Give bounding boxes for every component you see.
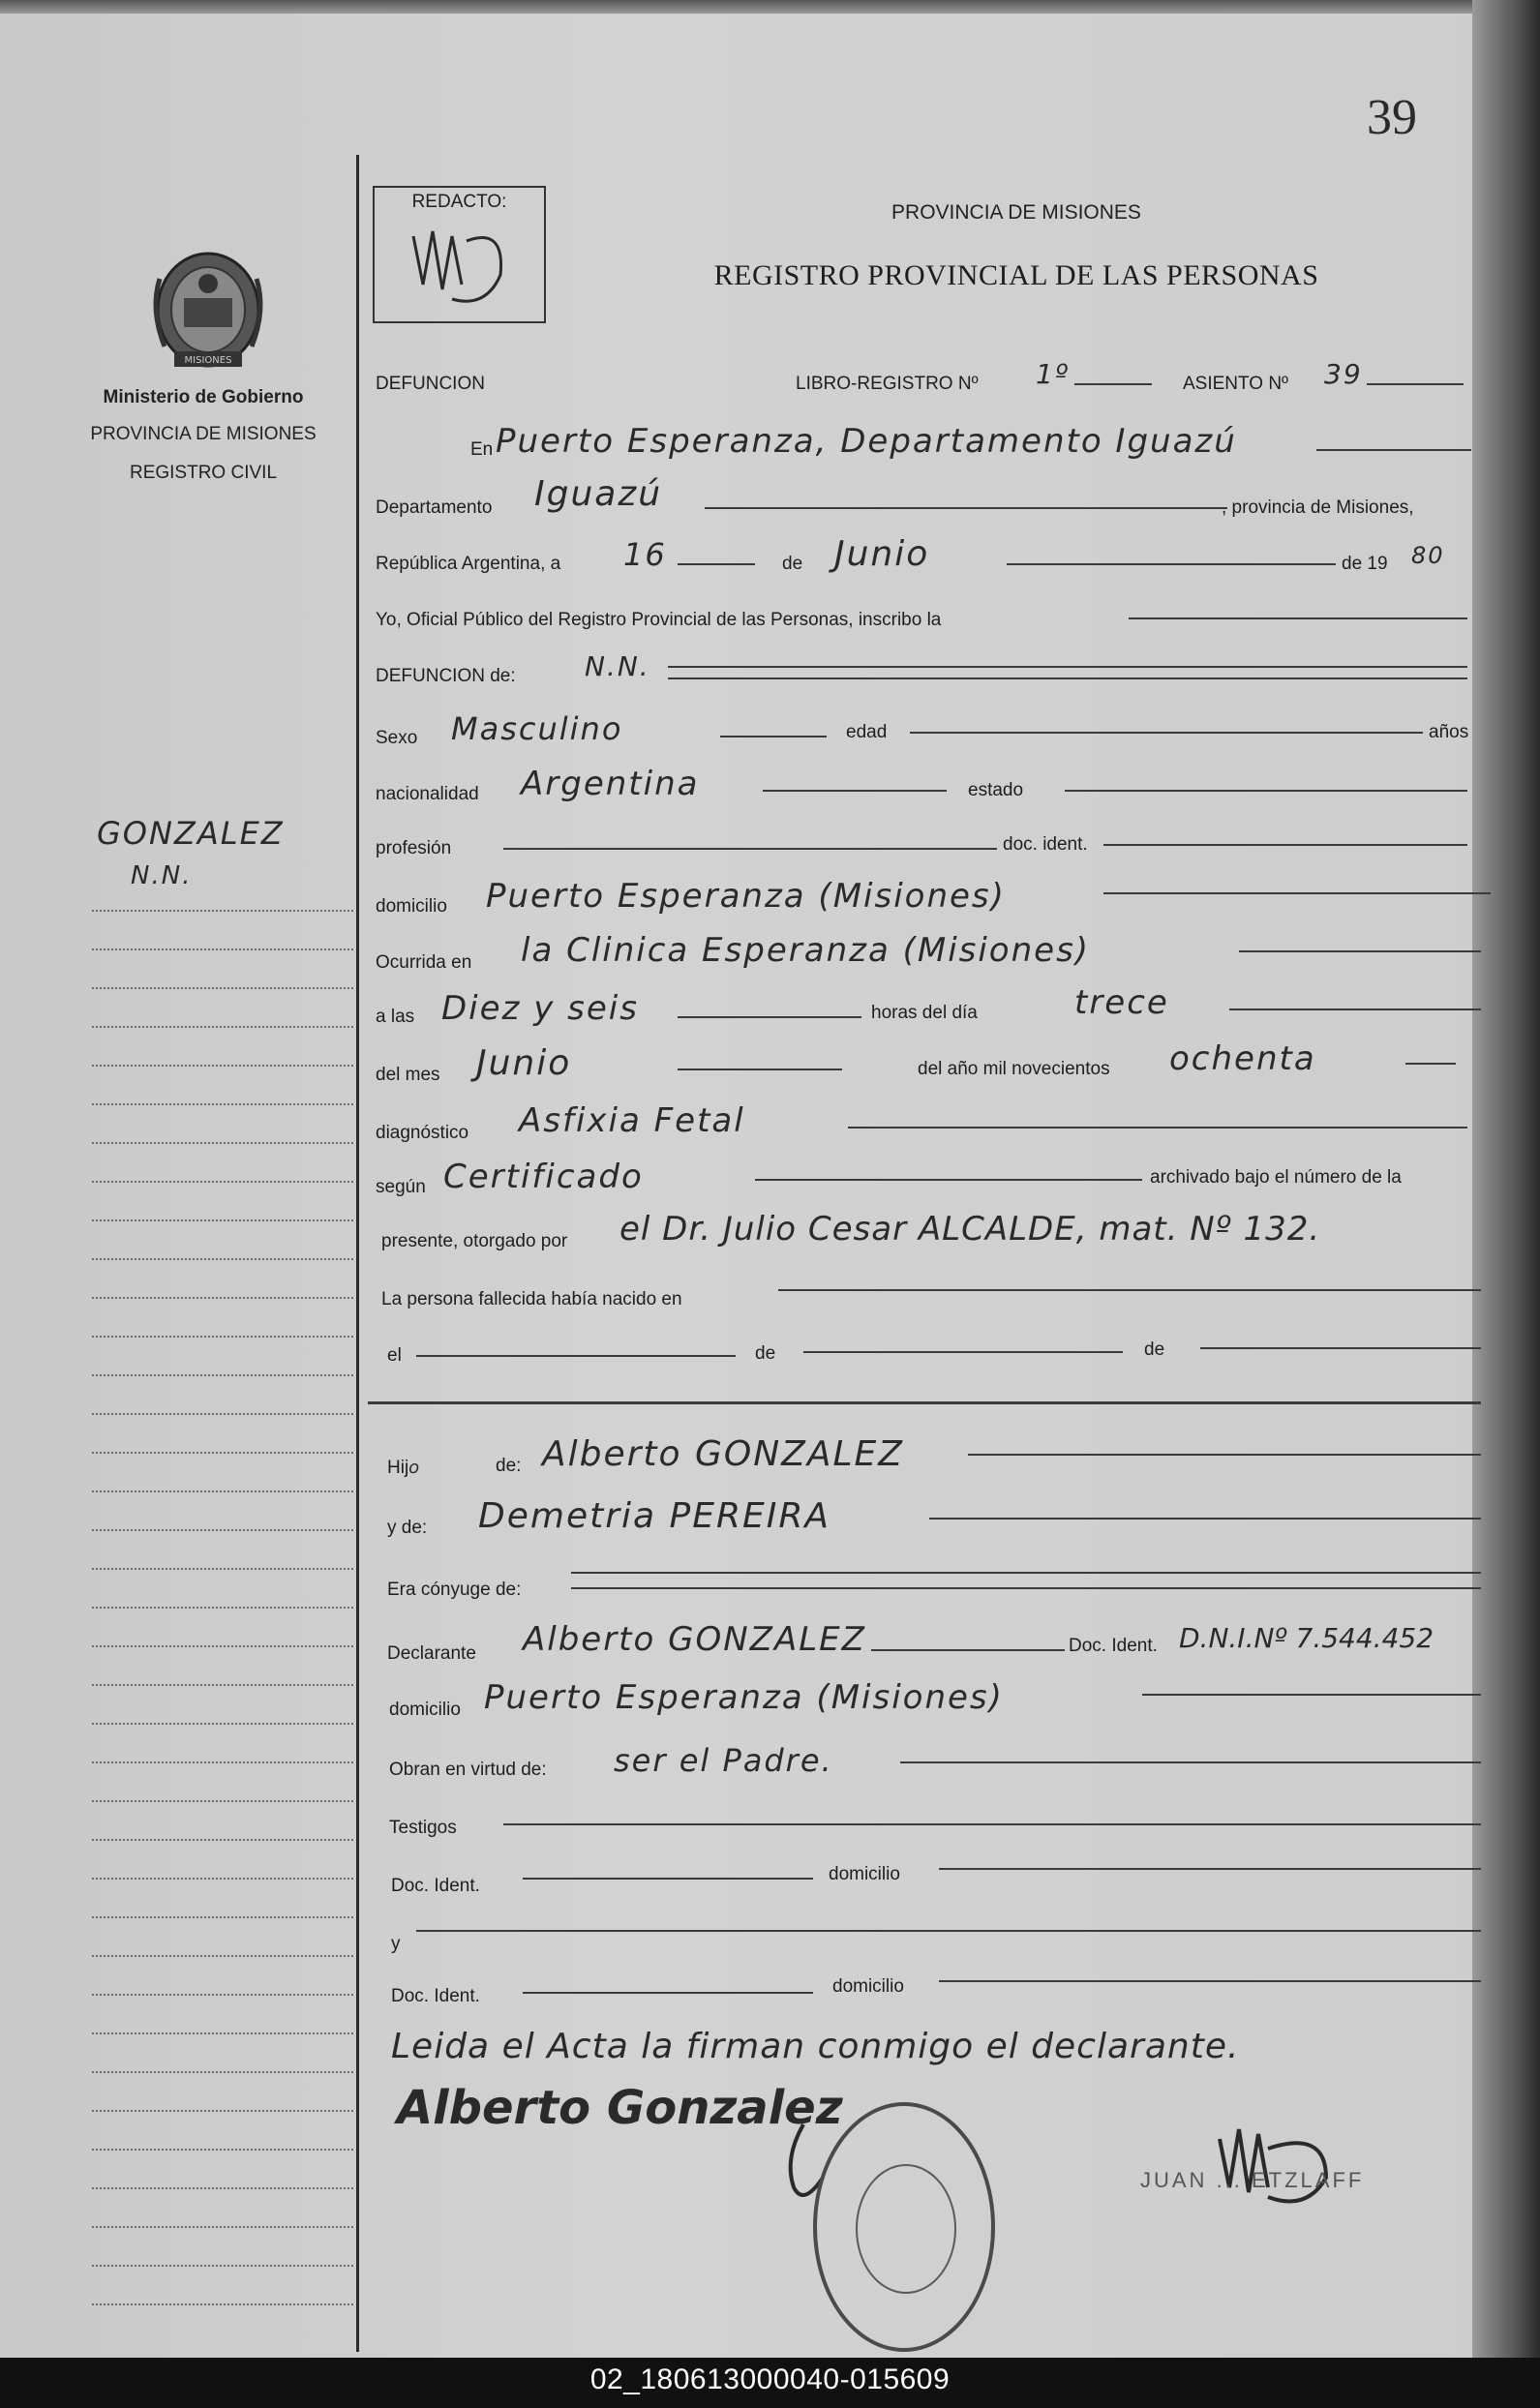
departamento-value: Iguazú	[534, 474, 663, 514]
year-value: 80	[1411, 542, 1445, 569]
ministry-province: PROVINCIA DE MISIONES	[90, 424, 317, 444]
defuncion-label: DEFUNCION de:	[376, 666, 516, 686]
segun-value: Certificado	[443, 1158, 644, 1196]
presente-label: presente, otorgado por	[381, 1231, 568, 1251]
ocurrida-label: Ocurrida en	[376, 952, 472, 973]
madre-value: Demetria PEREIRA	[478, 1496, 830, 1536]
margin-note-surname: GONZALEZ	[97, 815, 285, 852]
archivado-label: archivado bajo el número de la	[1150, 1167, 1402, 1188]
nacionalidad-value: Argentina	[521, 765, 700, 803]
margin-rule	[356, 155, 359, 2352]
declarante-value: Alberto GONZALEZ	[523, 1620, 866, 1659]
officer-signature	[1210, 2081, 1355, 2216]
closing-text: Leida el Acta la firman conmigo el declarante.	[391, 2027, 1240, 2066]
asiento-label: ASIENTO Nº	[1183, 374, 1288, 394]
ministry-registry: REGISTRO CIVIL	[129, 463, 278, 483]
doc-ident-label: doc. ident.	[1003, 834, 1088, 855]
ministry-name: Ministerio de Gobierno	[103, 387, 304, 407]
test2-domicilio-label: domicilio	[832, 1976, 904, 1997]
declarant-signature: Alberto Gonzalez	[397, 2081, 843, 2135]
redacto-box	[373, 186, 546, 323]
declarante-label: Declarante	[387, 1643, 476, 1664]
provincia-label: , provincia de Misiones,	[1222, 497, 1414, 518]
document-id: 02_180613000040-015609	[589, 2363, 951, 2395]
en-value: Puerto Esperanza, Departamento Iguazú	[496, 422, 1237, 461]
segun-label: según	[376, 1177, 426, 1197]
defuncion-value: N.N.	[585, 650, 650, 682]
alas-label: a las	[376, 1007, 415, 1027]
test-domicilio-label: domicilio	[829, 1864, 900, 1884]
testigos-label: Testigos	[389, 1818, 457, 1838]
domicilio-label: domicilio	[376, 896, 447, 917]
hijo-label: Hijo	[387, 1458, 422, 1478]
test2-doc-label: Doc. Ident.	[391, 1986, 480, 2006]
page-number: 39	[1367, 90, 1417, 145]
alas-value: Diez y seis	[441, 989, 639, 1028]
provincial-emblem-icon	[145, 240, 271, 376]
diagnostico-value: Asfixia Fetal	[519, 1101, 745, 1140]
nacido-label: La persona fallecida había nacido en	[381, 1289, 682, 1309]
conyuge-label: Era cónyuge de:	[387, 1580, 522, 1600]
profesion-label: profesión	[376, 838, 452, 858]
libro-label: LIBRO-REGISTRO Nº	[796, 374, 979, 394]
presente-value: el Dr. Julio Cesar ALCALDE, mat. Nº 132.	[619, 1210, 1321, 1249]
libro-value: 1º	[1036, 358, 1071, 390]
de-label: de	[782, 554, 803, 574]
republica-label: República Argentina, a	[376, 554, 561, 574]
test-doc-label: Doc. Ident.	[391, 1876, 480, 1896]
anio-value: ochenta	[1169, 1039, 1316, 1078]
delmes-label: del mes	[376, 1065, 440, 1085]
header-title: REGISTRO PROVINCIAL DE LAS PERSONAS	[713, 259, 1319, 291]
de2-label: de	[755, 1343, 776, 1364]
redacto-initials-signature	[394, 217, 529, 314]
edad-label: edad	[846, 722, 888, 742]
yde-label: y de:	[387, 1518, 428, 1538]
departamento-label: Departamento	[376, 497, 493, 518]
asiento-value: 39	[1324, 358, 1363, 390]
decl-domicilio-label: domicilio	[389, 1700, 461, 1720]
hijo-suffix: o	[408, 1458, 422, 1478]
el-label: el	[387, 1345, 402, 1366]
oficial-statement: Yo, Oficial Público del Registro Provincial de las Personas, inscribo la	[376, 610, 942, 630]
anos-label: años	[1429, 722, 1469, 742]
redacto-label: REDACTO:	[411, 192, 507, 212]
sexo-label: Sexo	[376, 728, 418, 748]
month-value: Junio	[834, 534, 930, 574]
declarante-doc-value: D.N.I.Nº 7.544.452	[1179, 1622, 1434, 1654]
hijo-de-label: de:	[496, 1456, 522, 1476]
en-label: En	[470, 439, 494, 460]
de3-label: de	[1144, 1339, 1165, 1360]
book-edge	[1472, 0, 1540, 2358]
officer-stamp-text: JUAN ... ETZLAFF	[1140, 2168, 1365, 2192]
day-value: 16	[623, 536, 667, 573]
obran-label: Obran en virtud de:	[389, 1760, 547, 1780]
y-label: y	[391, 1934, 401, 1954]
header-province: PROVINCIA DE MISIONES	[891, 201, 1141, 224]
mes-value: Junio	[476, 1043, 572, 1083]
padre-value: Alberto GONZALEZ	[542, 1434, 904, 1474]
decl-domicilio-value: Puerto Esperanza (Misiones)	[484, 1678, 1004, 1717]
obran-value: ser el Padre.	[614, 1742, 833, 1779]
dia-value: trece	[1074, 983, 1169, 1022]
diagnostico-label: diagnóstico	[376, 1123, 469, 1143]
margin-note-nn: N.N.	[131, 861, 193, 890]
domicilio-value: Puerto Esperanza (Misiones)	[486, 877, 1006, 916]
official-seal	[813, 2102, 995, 2352]
year-label: de 19	[1342, 554, 1388, 574]
sexo-value: Masculino	[451, 710, 623, 747]
estado-label: estado	[968, 780, 1024, 800]
horas-label: horas del día	[871, 1003, 978, 1023]
act-type-label: DEFUNCION	[376, 374, 485, 394]
anio-label: del año mil novecientos	[918, 1059, 1110, 1079]
emblem-text: MISIONES	[184, 355, 232, 366]
ocurrida-value: la Clinica Esperanza (Misiones)	[521, 931, 1091, 970]
declarante-doc-label: Doc. Ident.	[1069, 1636, 1158, 1656]
nacionalidad-label: nacionalidad	[376, 784, 479, 804]
